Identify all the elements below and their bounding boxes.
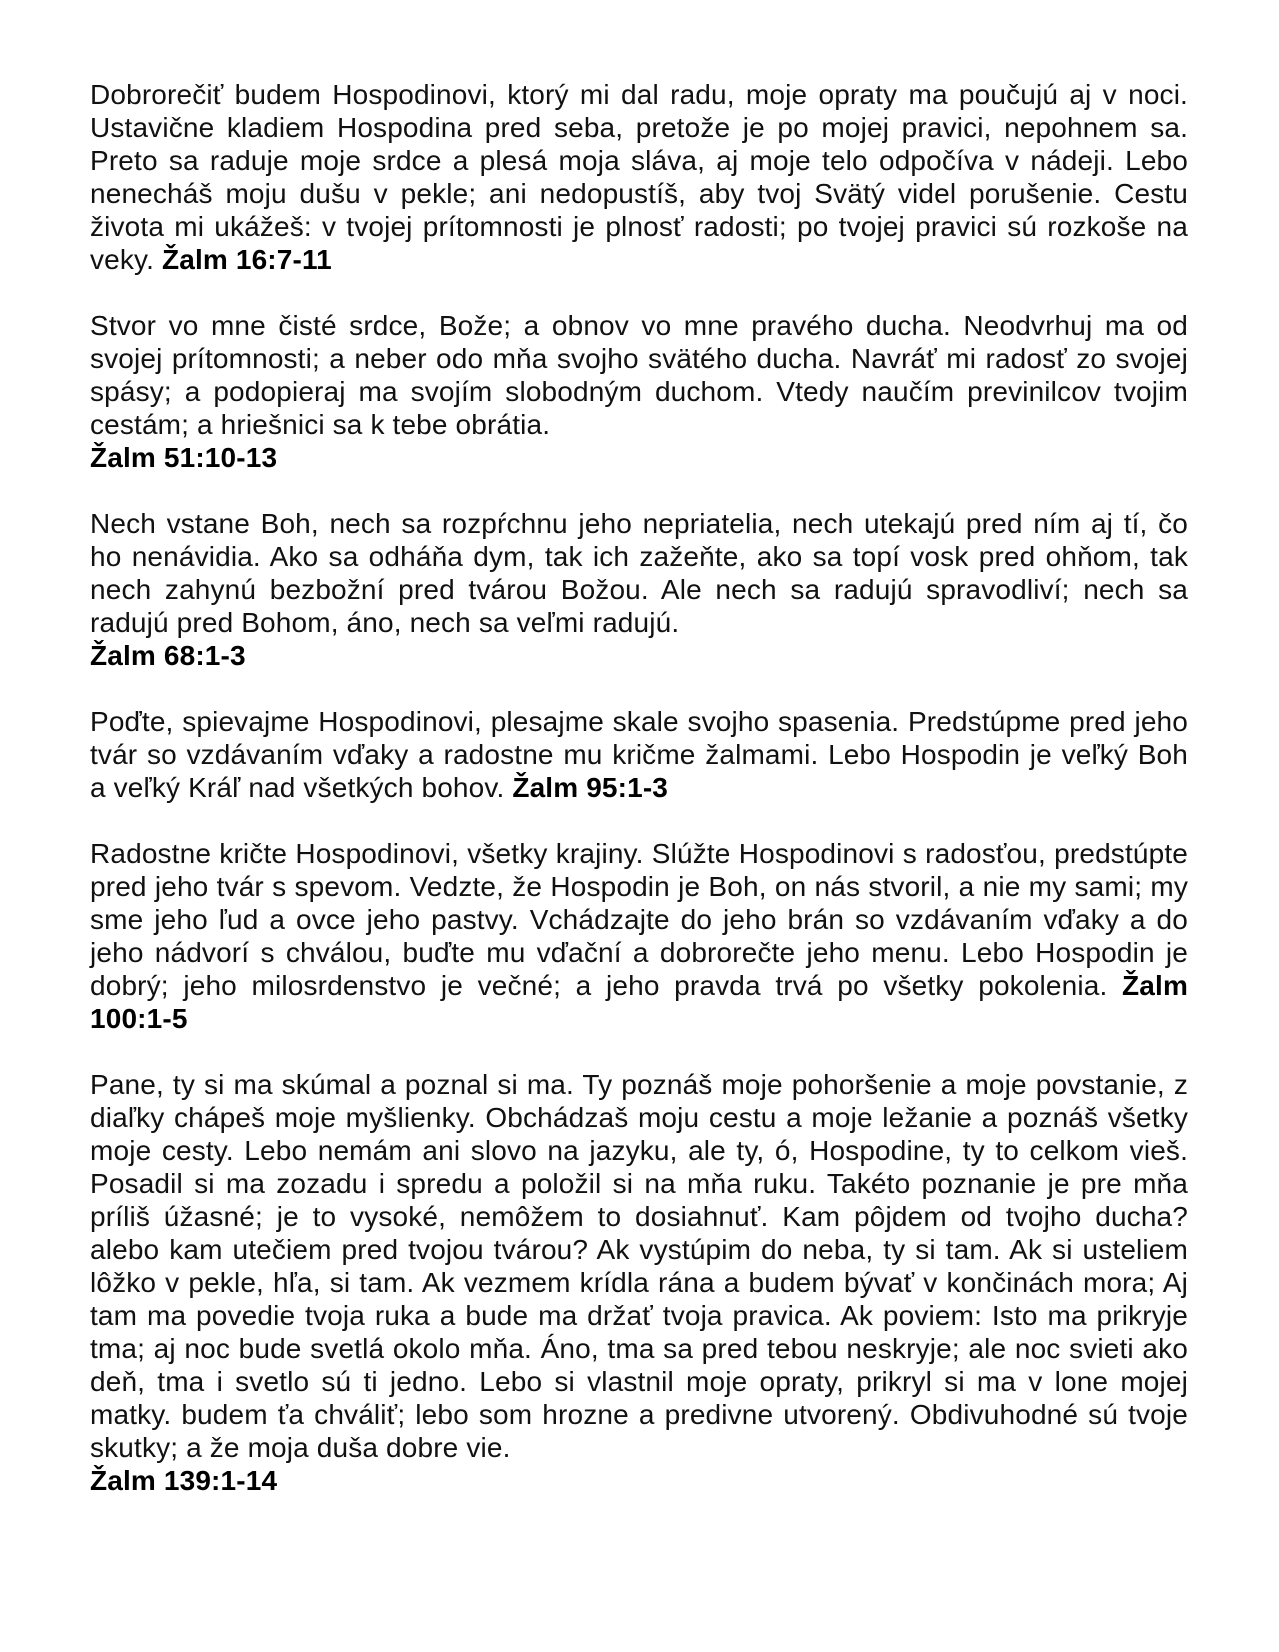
passage-psalm-51 (90, 309, 1188, 474)
psalm-reference: Žalm 68:1-3 (90, 640, 246, 671)
passage-text: Dobrorečiť budem Hospodinovi, ktorý mi dal radu, moje opraty ma poučujú aj v noci. Ustavične kladiem Hospodina pred seba, pretože je po mojej pravici, nepohnem sa. Preto sa raduje moje srdce a plesá moja sláva, aj moje telo odpočíva v nádeji. Lebo nenecháš moju dušu v pekle; ani nedopustíš, aby tvoj Svätý videl porušenie. Cestu života mi ukážeš: v tvojej prítomnosti je plnosť radosti; po tvojej pravici sú rozkoše na veky. (90, 79, 1188, 275)
passage-psalm-100 (90, 837, 1188, 1035)
passage-text: Nech vstane Boh, nech sa rozpŕchnu jeho nepriatelia, nech utekajú pred ním aj tí, čo ho nenávidia. Ako sa odháňa dym, tak ich zažeňte, ako sa topí vosk pred ohňom, tak nech zahynú bezbožní pred tvárou Božou. Ale nech sa radujú spravodliví; nech sa radujú pred Bohom, áno, nech sa veľmi radujú. (90, 508, 1188, 638)
passage-text: Radostne kričte Hospodinovi, všetky krajiny. Slúžte Hospodinovi s radosťou, predstúpte pred jeho tvár s spevom. Vedzte, že Hospodin je Boh, on nás stvoril, a nie my sami; my sme jeho ľud a ovce jeho pastvy. Vchádzajte do jeho brán so vzdávaním vďaky a do jeho nádvorí s chválou, buďte mu vďační a dobrorečte jeho menu. Lebo Hospodin je dobrý; jeho milosrdenstvo je večné; a jeho pravda trvá po všetky pokolenia. (90, 838, 1188, 1001)
passage-text: Stvor vo mne čisté srdce, Bože; a obnov vo mne pravého ducha. Neodvrhuj ma od svojej prítomnosti; a neber odo mňa svojho svätého ducha. Navráť mi radosť zo svojej spásy; a podopieraj ma svojím slobodným duchom. Vtedy naučím previnilcov tvojim cestám; a hriešnici sa k tebe obrátia. (90, 310, 1188, 440)
document-page (90, 78, 1188, 1530)
passage-psalm-95 (90, 705, 1188, 804)
passage-text: Poďte, spievajme Hospodinovi, plesajme skale svojho spasenia. Predstúpme pred jeho tvár so vzdávaním vďaky a radostne mu kričme žalmami. Lebo Hospodin je veľký Boh a veľký Kráľ nad všetkých bohov. (90, 706, 1188, 803)
psalm-reference: Žalm 100:1-5 (90, 970, 1188, 1034)
passage-psalm-16 (90, 78, 1188, 276)
psalm-reference: Žalm 95:1-3 (512, 772, 669, 803)
passage-text: Pane, ty si ma skúmal a poznal si ma. Ty poznáš moje pohoršenie a moje povstanie, z diaľky chápeš moje myšlienky. Obchádzaš moju cestu a moje ležanie a poznáš všetky moje cesty. Lebo nemám ani slovo na jazyku, ale ty, ó, Hospodine, ty to celkom vieš. Posadil si ma zozadu i spredu a položil si na mňa ruku. Takéto poznanie je pre mňa príliš úžasné; je to vysoké, nemôžem to dosiahnuť. Kam pôjdem od tvojho ducha? alebo kam utečiem pred tvojou tvárou? Ak vystúpim do neba, ty si tam. Ak si usteliem lôžko v pekle, hľa, si tam. Ak vezmem krídla rána a budem bývať v končinách mora; Aj tam ma povedie tvoja ruka a bude ma držať tvoja pravica. Ak poviem: Isto ma prikryje tma; aj noc bude svetlá okolo mňa. Áno, tma sa pred tebou neskryje; ale noc svieti ako deň, tma i svetlo sú ti jedno. Lebo si vlastnil moje opraty, prikryl si ma v lone mojej matky. budem ťa chváliť; lebo som hrozne a predivne utvorený. Obdivuhodné sú tvoje skutky; a že moja duša dobre vie. (90, 1069, 1188, 1463)
psalm-reference: Žalm 16:7-11 (161, 244, 332, 275)
passage-psalm-139 (90, 1068, 1188, 1497)
psalm-reference: Žalm 51:10-13 (90, 442, 278, 473)
passage-psalm-68 (90, 507, 1188, 672)
psalm-reference: Žalm 139:1-14 (90, 1465, 278, 1496)
